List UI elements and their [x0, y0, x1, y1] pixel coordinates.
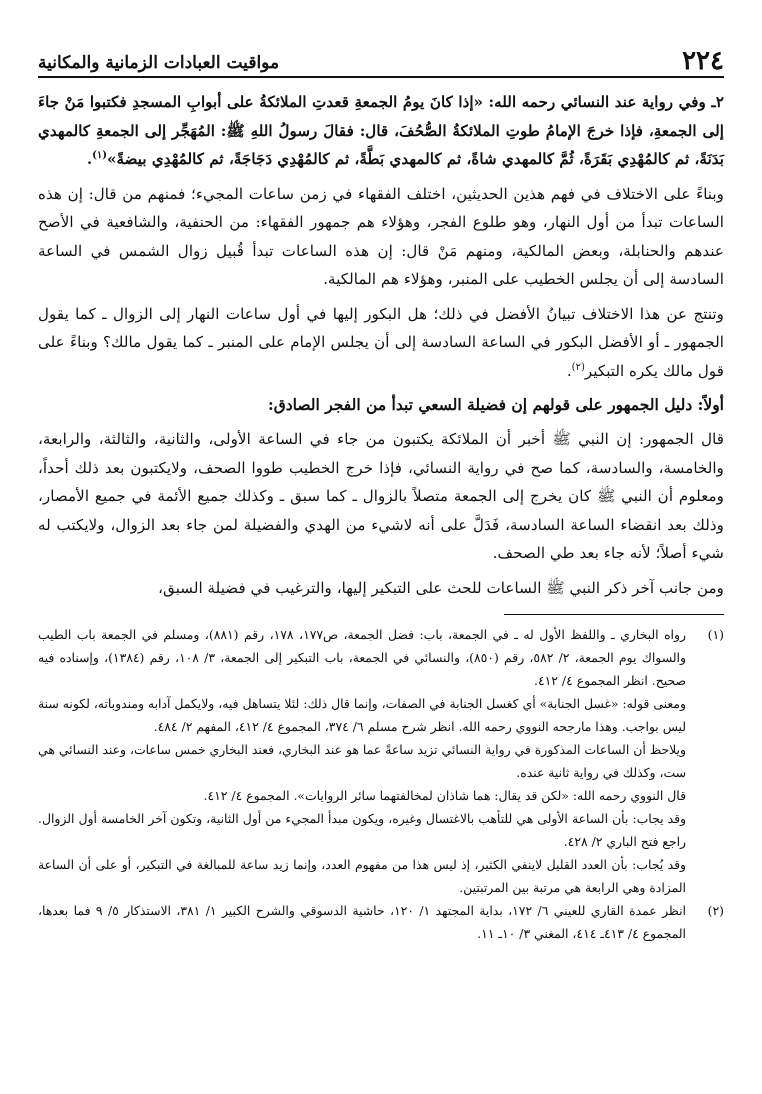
hadith-quote-period: . — [86, 150, 93, 168]
footnote-1-para: وقد يجاب: بأن الساعة الأولى هي للتأهب بالاغتسال وغيره، ويكون مبدأ المجيء من أول الثانية، وتكون آخر الخامسة أول الزوال. راجع فتح الباري ٢/ ٤٢٨. — [38, 811, 686, 849]
paragraph-preference-period: . — [566, 361, 572, 380]
footnote-ref-1: (١) — [92, 149, 107, 161]
paragraph-preference-paragraph — [38, 300, 724, 386]
paragraph-continuation: ومن جانب آخر ذكر النبي ﷺ الساعات للحث على التبكير إليها، والترغيب في فضيلة السبق، — [158, 578, 724, 597]
footnote-1-para: ويلاحظ أن الساعات المذكورة في رواية النسائي تزيد ساعةً عما هو عند البخاري، فعند البخاري خمس ساعات، وعند النسائي هي ست، وكذلك في رواية ثانية عنده. — [38, 742, 686, 780]
footnote-2-para: انظر عمدة القاري للعيني ٦/ ١٧٢، بداية المجتهد ١/ ١٢٠، حاشية الدسوقي والشرح الكبير ١/ ٣٨١، الاستذكار ٥/ ٩ فما بعدها، المجموع ٤/ ٤١٣ـ ٤١٤، المغني ٣/ ١٠ـ ١١. — [38, 903, 686, 941]
footnote-1 — [38, 623, 724, 899]
footnote-2-body — [38, 899, 686, 945]
hadith-quote-paragraph — [38, 88, 724, 174]
paragraph-scholar-disagreement: وبناءً على الاختلاف في فهم هذين الحديثين، اختلف الفقهاء في زمن ساعات المجيء؛ فمنهم من قال: إن هذه الساعات تبدأ من أول النهار، وهو طلوع الفجر، وهؤلاء هم جمهور الفقهاء: من الحنفية، والشافعية في الأصح عندهم والحنابلة، وبعض المالكية، ومنهم مَنْ قال: إن هذه الساعات تبدأ قُبيل زوال الشمس في الساعة السادسة إلى أن يجلس الخطيب على المنبر، وهؤلاء هم المالكية. — [38, 184, 724, 288]
footnote-1-para: وقد يُجاب: بأن العدد القليل لاينفي الكثير، إذ ليس هذا من مفهوم العدد، وإنما زيد ساعة للمبالغة في التبكير، أو على أن الساعة المزادة وهي الرابعة هي مرتبة بين المرتبتين. — [38, 857, 686, 895]
footnote-1-para: ومعنى قوله: «غسل الجنابة» أي كغسل الجنابة في الصفات، وإنما قال ذلك: لئلا يتساهل فيه، ولايكمل آدابه ومندوباته، لكونه سنة ليس بواجب. وهذا مارجحه النووي رحمه الله. انظر شرح مسلم ٦/ ٣٧٤، المجموع ٤/ ٤١٢، المفهم ٢/ ٤٨٤. — [38, 696, 686, 734]
paragraph-preference-text: وتنتج عن هذا الاختلاف تبيانُ الأفضل في ذلك؛ هل البكور إليها في أول ساعات النهار إلى الزوال ـ كما يقول الجمهور ـ أو الأفضل البكور في الساعة السادسة إلى أن يجلس الإمام على المنبر ـ كما يقول مالك؟ وبناءً على قول مالك يكره التبكير — [38, 304, 724, 380]
footnote-2 — [38, 899, 724, 945]
footnotes — [38, 623, 724, 945]
page-number: ٢٢٤ — [682, 46, 724, 76]
hadith-quote-text: ٢ـ وفي رواية عند النسائي رحمه الله: «إذا كانَ يومُ الجمعةِ قعدتِ الملائكةُ على أبوابِ المسجدِ فكتبوا مَنْ جاءَ إلى الجمعةِ، فإذا خرجَ الإمامُ طوتِ الملائكةُ الصُّحُفَ، قال: فقالَ رسولُ اللهِ ﷺ: المُهَجِّر إلى الجمعةِ كالمهدي بَدَنَةً، ثم كالمُهْدِي بَقَرَةً، ثُمَّ كالمهدي شاةً، ثم كالمهدي بَطَّةً، ثم كالمُهْدِي دَجَاجَةً، ثم كالمُهْدِي بيضةً» — [38, 93, 724, 168]
paragraph-majority-evidence: قال الجمهور: إن النبي ﷺ أخبر أن الملائكة يكتبون من جاء في الساعة الأولى، والثانية، والثالثة، والرابعة، والخامسة، والسادسة، كما صح في رواية النسائي، فإذا خرج الخطيب طووا الصحف، ولايكتبون بعد ذلك أحداً، ومعلوم أن النبي ﷺ كان يخرج إلى الجمعة متصلاً بالزوال ـ كما سبق ـ وكذلك جميع الأئمة في جميع الأمصار، وذلك بعد انقضاء الساعة السادسة، فَدَلَّ على أنه لاشيء من الهدي والفضيلة لمن جاء بعد الزوال، ولايكتب له شيء أصلاً؛ لأنه جاء بعد طي الصحف. — [38, 430, 724, 562]
footnote-1-body — [38, 623, 686, 899]
running-title: مواقيت العبادات الزمانية والمكانية — [38, 53, 280, 73]
footnote-1-para: رواه البخاري ـ واللفظ الأول له ـ في الجمعة، باب: فضل الجمعة، ص١٧٧، ١٧٨، رقم (٨٨١)، ومسلم في الجمعة باب الطيب والسواك يوم الجمعة، ٢/ ٥٨٢، رقم (٨٥٠)، والنسائي في الجمعة، باب التبكير إلى الجمعة، ٣/ ١٠٨، رقم (١٣٨٤)، وإسناده فيه صحيح. انظر المجموع ٤/ ٤١٢. — [38, 627, 686, 688]
page-header — [38, 36, 724, 78]
footnote-1-para: قال النووي رحمه الله: «لكن قد يقال: هما شاذان لمخالفتهما سائر الروايات». المجموع ٤/ ٤١٢. — [203, 788, 686, 803]
section-heading: أولاً: دليل الجمهور على قولهم إن فضيلة السعي تبدأ من الفجر الصادق: — [267, 395, 724, 414]
footnote-1-number: (١) — [707, 627, 724, 642]
main-text — [38, 88, 724, 602]
footnote-ref-2: (٢) — [571, 361, 585, 373]
footnote-divider — [504, 614, 724, 615]
footnote-2-number: (٢) — [707, 903, 724, 918]
